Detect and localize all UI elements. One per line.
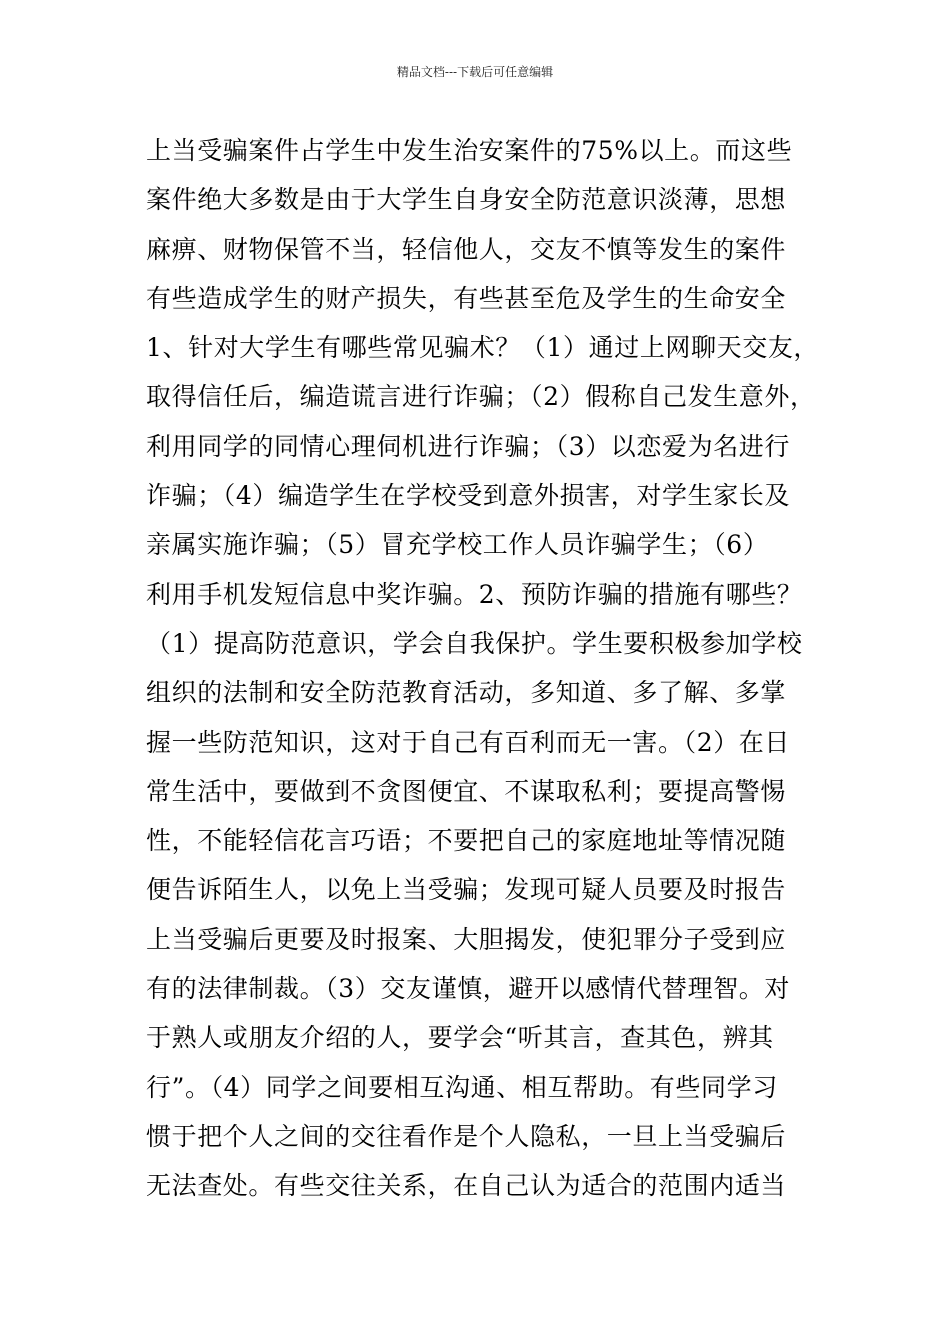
text-line: 利用同学的同情心理伺机进行诈骗；（3）以恋爱为名进行 [146,431,791,461]
text-line: 有的法律制裁。（3）交友谨慎，避开以感情代替理智。对 [146,974,791,1004]
text-line: 性，不能轻信花言巧语；不要把自己的家庭地址等情况随 [146,826,787,856]
text-line: 常生活中，要做到不贪图便宜、不谋取私利；要提高警惕 [146,776,787,806]
text-line: 利用手机发短信息中奖诈骗。2、预防诈骗的措施有哪些？ [146,579,803,609]
text-line: 亲属实施诈骗；（5）冒充学校工作人员诈骗学生；（6） [146,530,769,560]
text-line: 案件绝大多数是由于大学生自身安全防范意识淡薄，思想 [146,185,787,215]
text-line: 上当受骗案件占学生中发生治安案件的75%以上。而这些 [146,136,793,165]
text-line: 组织的法制和安全防范教育活动，多知道、多了解、多掌 [146,678,787,708]
text-line: 无法查处。有些交往关系，在自己认为适合的范围内适当 [146,1171,787,1201]
body-text [146,126,826,1211]
text-line: 麻痹、财物保管不当，轻信他人，交友不慎等发生的案件 [146,234,787,264]
text-line: 于熟人或朋友介绍的人，要学会“听其言，查其色，辨其 [146,1023,774,1053]
text-line: 1、针对大学生有哪些常见骗术？（1）通过上网聊天交友， [146,333,820,363]
text-line: 有些造成学生的财产损失，有些甚至危及学生的生命安全 [146,283,787,313]
text-line: （1）提高防范意识，学会自我保护。学生要积极参加学校 [146,628,803,658]
text-line: 诈骗；（4）编造学生在学校受到意外损害，对学生家长及 [146,481,791,511]
text-line: 取得信任后，编造谎言进行诈骗；（2）假称自己发生意外， [146,382,816,412]
text-line: 上当受骗后更要及时报案、大胆揭发，使犯罪分子受到应 [146,924,787,954]
page-header: 精品文档---下载后可任意编辑 [396,65,554,79]
text-line: 行”。（4）同学之间要相互沟通、相互帮助。有些同学习 [146,1072,778,1102]
text-line: 惯于把个人之间的交往看作是个人隐私，一旦上当受骗后 [146,1121,787,1151]
text-line: 便告诉陌生人，以免上当受骗；发现可疑人员要及时报告 [146,875,787,905]
text-line: 握一些防范知识，这对于自己有百利而无一害。（2）在日 [146,727,791,757]
